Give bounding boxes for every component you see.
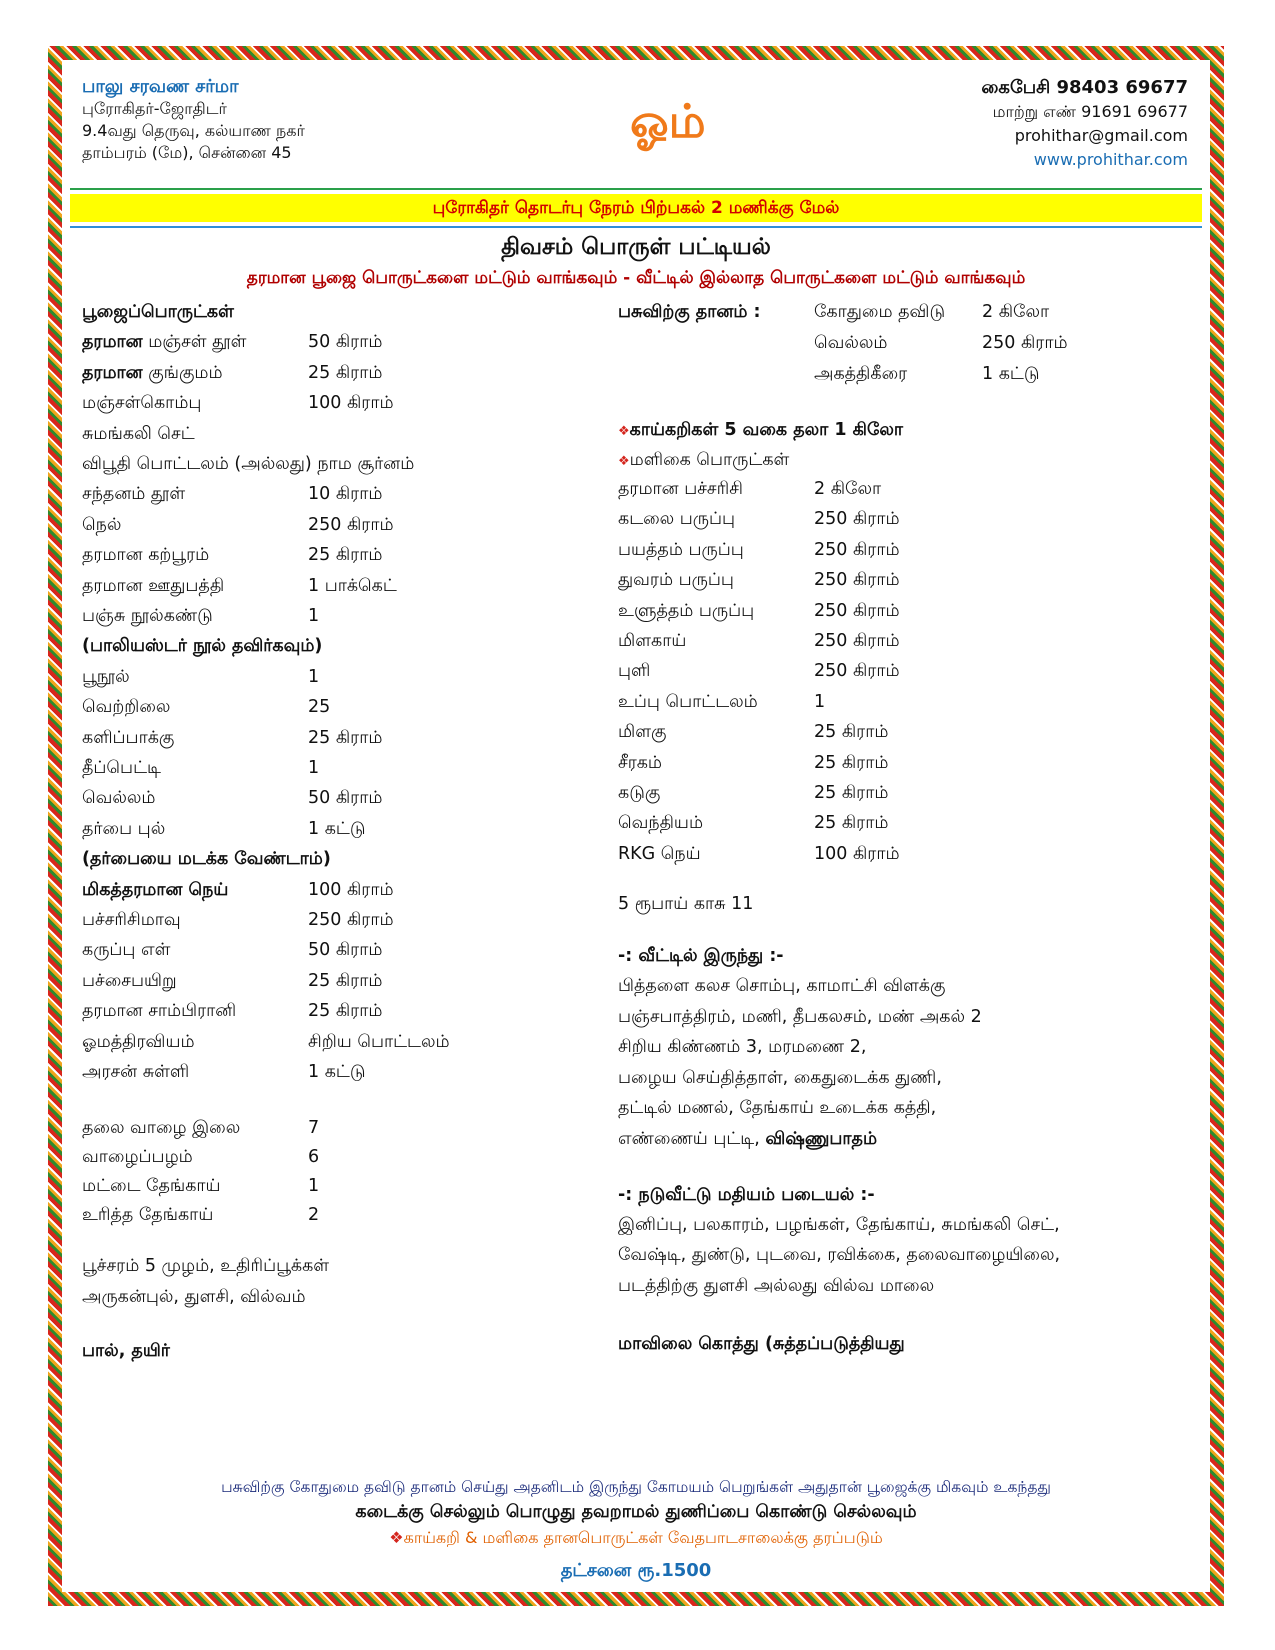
item-qty: 25 கிராம் [308,970,383,991]
puja-item [82,362,383,385]
item-label: புளி [618,661,651,682]
item-qty: 100 கிராம் [814,843,900,864]
puja-item [82,940,383,962]
puja-items-heading: பூஜைப்பொருட்கள் [82,302,234,322]
address-line-1: 9.4வது தெருவு, கல்யாண நகர் [82,121,305,140]
puja-item [82,910,394,932]
leaf-fruit-item [82,1205,320,1227]
divider-blue [70,226,1202,228]
mango-text: மாவிலை கொத்து (சுத்தப்படுத்தியது [618,1334,905,1355]
grocery-heading-text: மளிகை பொருட்கள் [629,450,790,470]
item-label: வெல்லம் [82,788,156,809]
item-bold-text: (தர்பையை மடக்க வேண்டாம்) [82,849,331,870]
item-qty: 25 கிராம் [308,727,383,748]
item-label: குங்குமம் [142,362,223,383]
item-label: பச்சரிசிமாவு [82,910,181,930]
home-item-line [618,1037,866,1059]
leaf-fruit-item [82,1147,320,1169]
item-qty: 25 கிராம் [814,752,889,773]
alt-phone: மாற்று எண் 91691 69677 [992,102,1188,121]
noon-offering-line [618,1215,1060,1237]
grocery-item [618,661,900,683]
diamond-icon: ❖ [618,424,630,439]
diamond-icon: ❖ [389,1528,404,1547]
home-line-text: சிறிய கிண்ணம் 3, மரமணை 2, [618,1037,867,1058]
item-qty: 50 கிராம் [308,940,383,961]
item-qty: 2 கிலோ [982,302,1050,322]
noon-heading-text: -: நடுவீட்டு மதியம் படையல் :- [618,1184,875,1205]
item-label: பச்சைபயிறு [82,970,177,991]
grocery-item [618,570,900,592]
item-label: வெல்லம் [814,333,888,353]
home-item-line [618,1007,982,1029]
puja-item [82,1031,450,1054]
puja-item [82,575,397,598]
item-qty: 25 கிராம் [308,362,383,383]
grocery-item [618,752,889,775]
noon-offering-line [618,1276,934,1298]
home-line-text: எண்ணைய் புட்டி, [618,1128,766,1149]
item-label: கடுகு [618,783,661,803]
item-label: சுமங்கலி செட் [82,423,195,444]
leaf-fruit-item [82,1176,320,1198]
item-label: சந்தனம் தூள் [82,484,186,505]
website-link[interactable]: www.prohithar.com [1033,150,1188,169]
footer-bag-note: கடைக்கு செல்லும் பொழுது தவறாமல் துணிப்பை கொண்டு செல்லவும் [355,1502,917,1522]
vishnu-padam: விஷ்ணுபாதம் [765,1128,878,1149]
item-qty: 250 கிராம் [814,631,900,651]
item-qty: 1 கட்டு [982,364,1040,384]
item-label: நெல் [82,514,122,535]
item-bold-text: மிகத்தரமான நெய் [82,879,229,900]
puja-item [82,758,320,780]
page [70,66,1202,1588]
puja-item [82,879,394,902]
grocery-item [618,479,882,501]
item-label: தர்பை புல் [82,818,166,839]
item-qty: 2 [308,1205,320,1226]
vegetables-heading [618,420,903,442]
item-qty: 25 கிராம் [814,813,889,834]
puja-item [82,697,331,719]
item-qty: 50 கிராம் [308,788,383,809]
item-label: அகத்திகீரை [814,364,908,384]
item-label: துவரம் பருப்பு [618,570,734,591]
coins-text: 5 ரூபாய் காசு 11 [618,894,754,915]
item-qty: 250 கிராம் [814,539,900,560]
item-label: மஞ்சள் தூள் [142,332,247,353]
item-qty: 250 கிராம் [982,333,1068,353]
item-label: மிளகு [618,722,667,743]
item-label: கருப்பு எள் [82,940,171,961]
item-qty: 25 கிராம் [814,783,889,803]
item-qty: 25 [308,697,331,718]
item-qty: 1 [308,1176,320,1197]
item-label: வெற்றிலை [82,697,171,718]
page-title: திவசம் பொருள் பட்டியல் [501,234,771,260]
footer-donation-note [70,1528,1202,1549]
noon-offering-line [618,1245,1060,1267]
item-label: வாழைப்பழம் [82,1147,193,1168]
item-label: ஓமத்திரவியம் [82,1031,195,1052]
item-qty: 1 பாக்கெட் [308,575,397,596]
mango-leaves [618,1334,905,1356]
puja-item [82,514,394,537]
noon-line-text: வேஷ்டி, துண்டு, புடவை, ரவிக்கை, தலைவாழையிலை, [618,1245,1061,1266]
item-qty: 1 கட்டு [308,818,366,839]
home-item-line [618,1129,877,1151]
item-label: உப்பு பொட்டலம் [618,691,758,712]
puja-item [82,454,414,476]
priest-name: பாலு சரவண சர்மா [82,76,239,97]
puja-item [82,393,394,415]
puja-item [82,666,320,689]
item-qty: 1 [308,758,320,778]
milk-curd [82,1341,170,1363]
home-line-text: பஞ்சபாத்திரம், மணி, தீபகலசம், மண் அகல் 2 [618,1006,982,1027]
flowers-text: பூச்சரம் 5 முழம், உதிரிப்பூக்கள் [82,1256,330,1277]
item-qty: 50 கிராம் [308,332,383,353]
item-label: பஞ்சு நூல்கண்டு [82,606,213,626]
footer-note: பசுவிற்கு கோதுமை தவிடு தானம் செய்து அதனிடம் இருந்து கோமயம் பெறுங்கள் அதுதான் பூஜைக்கு மிகவும் உகந்தது [221,1478,1051,1496]
item-qty: 25 கிராம் [814,722,889,743]
item-qty: 10 கிராம் [308,484,383,505]
om-logo: ஓம் [630,94,706,148]
flowers-text: அருகன்புல், துளசி, வில்வம் [82,1287,306,1308]
item-label: தரமான கற்பூரம் [82,545,210,566]
puja-item [82,332,383,354]
puja-item [82,636,322,658]
item-qty: 2 கிலோ [814,479,882,499]
item-label: மிளகாய் [618,631,687,651]
home-item-line [618,976,945,998]
item-label: மட்டை தேங்காய் [82,1176,221,1197]
address-line-2: தாம்பரம் (மே), சென்னை 45 [82,143,292,162]
coins-line [618,894,753,916]
flowers-line-1 [82,1256,329,1278]
grocery-heading [618,450,789,472]
item-label: உரித்த தேங்காய் [82,1205,214,1226]
puja-item [82,727,383,750]
item-label: தலை வாழை இலை [82,1118,241,1139]
grocery-item [618,783,889,805]
puja-item [82,424,195,446]
grocery-item [618,600,900,623]
item-label: தரமான ஊதுபத்தி [82,575,225,596]
footer-donation-text: காய்கறி & மளிகை தானபொருட்கள் வேதபாடசாலைக்கு தரப்படும் [403,1528,883,1547]
puja-item [82,606,320,628]
grocery-item [618,509,900,531]
phone: கைபேசி 98403 69677 [981,77,1188,98]
item-qty: 100 கிராம் [308,393,394,414]
grocery-item [618,813,889,835]
item-qty: 7 [308,1118,320,1139]
puja-item [82,545,383,567]
diamond-icon: ❖ [618,454,630,469]
home-heading [618,946,784,968]
priest-role: புரோகிதர்-ஜோதிடர் [82,99,227,118]
item-label: அரசன் சுள்ளி [82,1062,190,1082]
item-qty: 100 கிராம் [308,879,394,900]
item-label: சீரகம் [618,752,663,773]
home-item-line [618,1098,936,1120]
item-label: மஞ்சள்கொம்பு [82,393,202,414]
puja-item [82,849,331,871]
header-right [981,76,1188,172]
item-label: பூநூல் [82,666,130,687]
item-label: வெந்தியம் [618,813,704,834]
noon-line-text: படத்திற்கு துளசி அல்லது வில்வ மாலை [618,1275,935,1296]
noon-offering-heading [618,1185,875,1207]
grocery-item [618,722,889,744]
item-qty: 6 [308,1147,320,1168]
item-bold-text: தரமான [82,362,143,383]
item-label: RKG நெய் [618,843,701,864]
item-qty: 250 கிராம் [308,514,394,535]
flowers-line-2 [82,1287,306,1309]
home-line-text: தட்டில் மணல், தேங்காய் உடைக்க கத்தி, [618,1098,937,1119]
item-label: விபூதி பொட்டலம் (அல்லது) நாம சூர்னம் [82,454,415,474]
milk-text: பால், தயிர் [82,1341,170,1362]
item-bold-text: (பாலியஸ்டர் நூல் தவிர்கவும்) [82,636,323,657]
header-left [82,76,305,164]
item-qty: 1 கட்டு [308,1062,366,1082]
email[interactable]: prohithar@gmail.com [1014,126,1188,145]
item-qty: 250 கிராம் [308,910,394,930]
item-qty: 1 [308,606,320,626]
home-line-text: பழைய செய்தித்தாள், கைதுடைக்க துணி, [618,1067,942,1088]
dakshina-amount: தட்சனை ரூ.1500 [560,1560,712,1581]
grocery-item [618,539,900,562]
grocery-item [618,691,826,714]
puja-item [82,818,366,841]
leaf-fruit-item [82,1118,320,1140]
puja-item [82,1001,383,1023]
item-qty: 250 கிராம் [814,509,900,530]
item-qty: 250 கிராம் [814,661,900,682]
item-label: தரமான பச்சரிசி [618,479,743,499]
item-bold-text: தரமான [82,332,143,353]
divider-green [70,188,1202,190]
item-qty: 250 கிராம் [814,600,900,621]
item-qty: 25 கிராம் [308,1001,383,1022]
item-qty: 1 [814,691,826,712]
item-label: கடலை பருப்பு [618,509,736,530]
item-label: கோதுமை தவிடு [814,302,946,322]
noon-line-text: இனிப்பு, பலகாரம், பழங்கள், தேங்காய், சுமங்கலி செட், [618,1214,1060,1235]
vegetables-heading-text: காய்கறிகள் 5 வகை தலா 1 கிலோ [629,420,904,440]
puja-item [82,788,383,810]
item-qty: 25 கிராம் [308,545,383,566]
grocery-item [618,631,900,653]
puja-item [82,484,383,506]
page-subtitle: தரமான பூஜை பொருட்களை மட்டும் வாங்கவும் - வீட்டில் இல்லாத பொருட்களை மட்டும் வாங்கவும் [246,268,1026,288]
home-line-text: பித்தளை கலச சொம்பு, காமாட்சி விளக்கு [618,976,946,997]
contact-time-banner: புரோகிதர் தொடர்பு நேரம் பிற்பகல் 2 மணிக்கு மேல் [70,194,1202,222]
grocery-item [618,843,900,866]
puja-item [82,1062,366,1084]
item-label: பயத்தம் பருப்பு [618,539,744,560]
item-label: உளுத்தம் பருப்பு [618,600,755,621]
home-item-line [618,1068,942,1090]
puja-item [82,970,383,993]
home-heading-text: -: வீட்டில் இருந்து :- [618,946,784,967]
item-label: தீப்பெட்டி [82,758,161,778]
item-qty: 250 கிராம் [814,570,900,591]
item-qty: 1 [308,666,320,687]
item-label: களிப்பாக்கு [82,727,175,748]
cow-donation-label: பசுவிற்கு தானம் : [618,302,761,322]
item-label: தரமான சாம்பிரானி [82,1001,237,1022]
item-qty: சிறிய பொட்டலம் [308,1031,450,1052]
